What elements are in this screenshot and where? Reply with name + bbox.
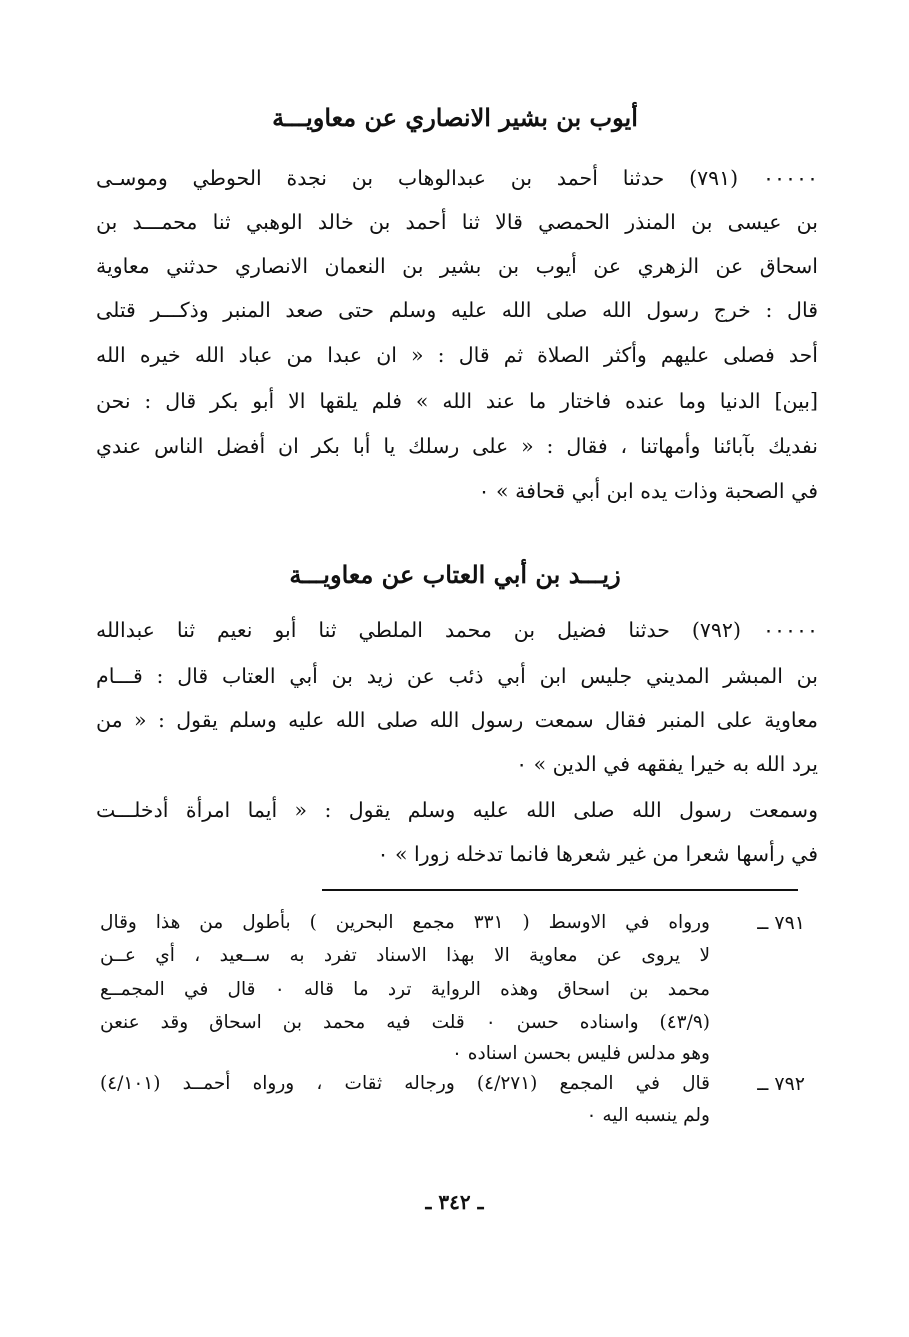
- footnote-791-line-1: ورواه في الاوسط ( ٣٣١ مجمع البحرين ) بأطول من هذا وقال: [100, 912, 710, 933]
- hadith-791-line-2: بن عيسى بن المنذر الحمصي قالا ثنا أحمد بن خالد الوهبي ثنا محمـــد بن: [96, 210, 818, 234]
- section-heading-zayd: زيـــد بن أبي العتاب عن معاويـــة: [289, 560, 621, 589]
- hadith-791-line-6: [بين] الدنيا وما عنده فاختار ما عند الله » فلم يلقها الا أبو بكر قال : نحن: [96, 389, 818, 413]
- hadith-791-line-7: نفديك بآبائنا وأمهاتنا ، فقال : « على رسلك يا أبا بكر ان أفضل الناس عندي: [96, 434, 818, 458]
- footnote-792-line-1: قال في المجمع (٤/٢٧١) ورجاله ثقات ، ورواه أحمــد (٤/١٠١): [100, 1073, 711, 1094]
- section-heading-ayyub: أيوب بن بشير الانصاري عن معاويـــة: [272, 103, 638, 132]
- footnote-791-line-4: (٤٣/٩) واسناده حسن ٠ قلت فيه محمد بن اسحاق وقد عنعن: [100, 1012, 710, 1033]
- hadith-792-line-5: وسمعت رسول الله صلى الله عليه وسلم يقول : « أيما امرأة أدخلـــت: [96, 798, 818, 822]
- hadith-791-line-5: أحد فصلى عليهم وأكثر الصلاة ثم قال : « ان عبدا من عباد الله خيره الله: [96, 343, 818, 367]
- hadith-792-line-2: بن المبشر المديني جليس ابن أبي ذئب عن زيد بن أبي العتاب قال : قـــام: [96, 664, 818, 688]
- footnote-791-line-3: محمد بن اسحاق وهذه الرواية ترد ما قاله ٠ قال في المجمــع: [100, 979, 710, 1000]
- hadith-791-line-1: ٠٠٠٠٠ (٧٩١) حدثنا أحمد بن عبدالوهاب بن نجدة الحوطي وموسـى: [96, 166, 818, 190]
- footnote-separator: [322, 889, 798, 891]
- footnote-792-line-2: ولم ينسبه اليه ٠: [586, 1105, 710, 1126]
- footnote-791-line-5: وهو مدلس فليس بحسن اسناده ٠: [451, 1043, 710, 1064]
- footnote-number-792: ٧٩٢ ــ: [757, 1073, 805, 1095]
- page-number: ـ ٣٤٢ ـ: [425, 1190, 484, 1214]
- hadith-792-line-3: معاوية على المنبر فقال سمعت رسول الله صلى الله عليه وسلم يقول : « من: [96, 708, 818, 732]
- hadith-792-line-4: يرد الله به خيرا يفقهه في الدين » ٠: [516, 752, 818, 776]
- footnote-791-line-2: لا يروى عن معاوية الا بهذا الاسناد تفرد به ســعيد ، أي عــن: [100, 945, 710, 966]
- hadith-791-line-4: قال : خرج رسول الله صلى الله عليه وسلم حتى صعد المنبر وذكـــر قتلى: [96, 298, 818, 322]
- hadith-792-line-6: في رأسها شعرا من غير شعرها فانما تدخله زورا » ٠: [377, 842, 818, 866]
- footnote-number-791: ٧٩١ ــ: [757, 912, 805, 934]
- hadith-791-line-8: في الصحبة وذات يده ابن أبي قحافة » ٠: [478, 479, 818, 503]
- hadith-792-line-1: ٠٠٠٠٠ (٧٩٢) حدثنا فضيل بن محمد الملطي ثنا أبو نعيم ثنا عبدالله: [96, 618, 818, 642]
- hadith-791-line-3: اسحاق عن الزهري عن أيوب بن بشير بن النعمان الانصاري حدثني معاوية: [96, 254, 818, 278]
